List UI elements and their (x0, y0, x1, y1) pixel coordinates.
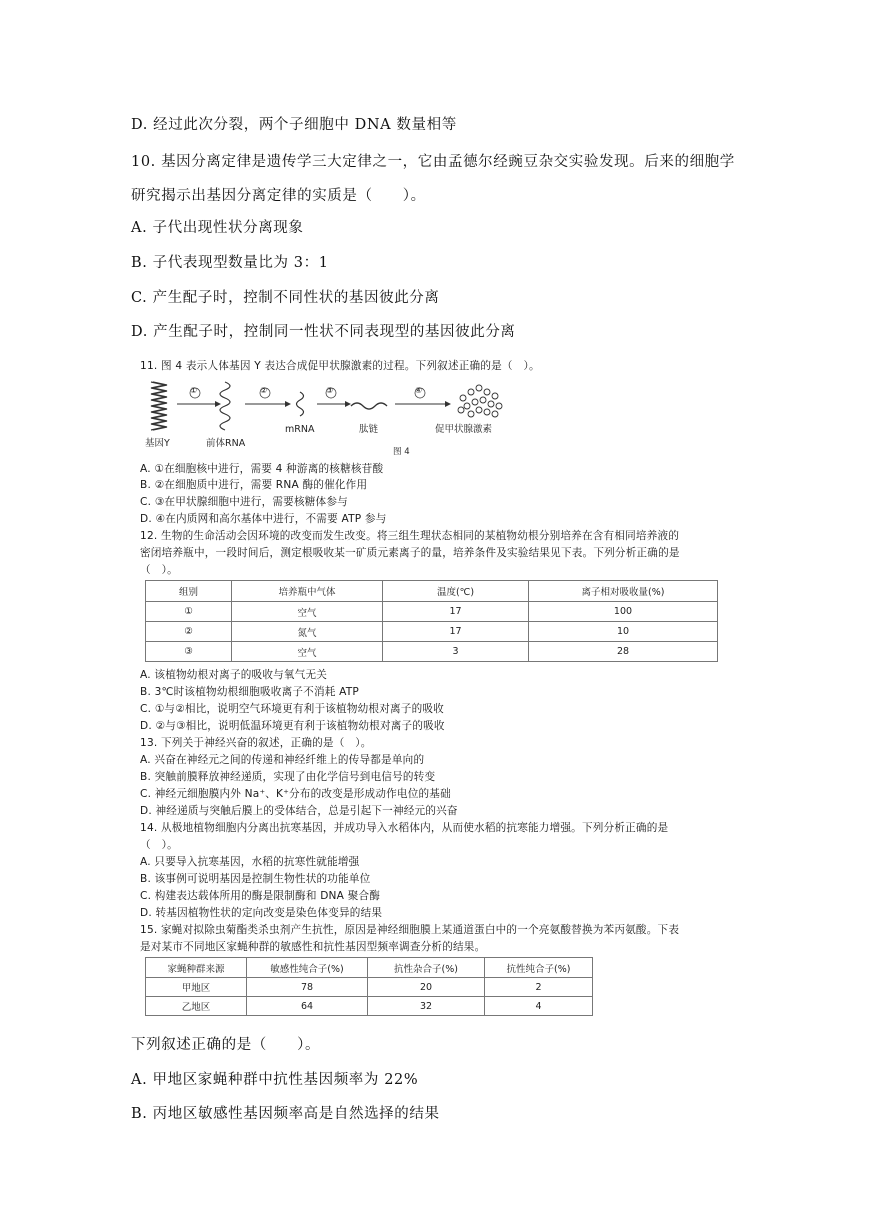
q11-option-b: B. ②在细胞质中进行，需要 RNA 酶的催化作用 (140, 479, 368, 491)
q13-option-c: C. 神经元细胞膜内外 Na⁺、K⁺分布的改变是形成动作电位的基础 (140, 788, 451, 800)
table-cell: 78 (247, 978, 368, 997)
pre-rna-shape (220, 382, 230, 430)
q10-option-d: D. 产生配子时，控制同一性状不同表现型的基因彼此分离 (131, 324, 516, 340)
table-row (146, 602, 718, 622)
q12-option-c: C. ①与②相比，说明空气环境更有利于该植物幼根对离子的吸收 (140, 703, 444, 715)
q10-option-a: A. 子代出现性状分离现象 (131, 220, 304, 236)
q12-option-b: B. 3℃时该植物幼根细胞吸收离子不消耗 ATP (140, 686, 359, 698)
q13-stem: 13. 下列关于神经兴奋的叙述，正确的是（ ）。 (140, 737, 372, 749)
q14-stem-line1: 14. 从极地植物细胞内分离出抗寒基因，并成功导入水稻体内，从而使水稻的抗寒能力增强。下列分析正确的是 (140, 822, 669, 834)
q12-table (145, 580, 718, 662)
q14-option-d: D. 转基因植物性状的定向改变是染色体变异的结果 (140, 907, 383, 919)
table-header: 敏感性纯合子(%) (247, 958, 368, 978)
table-cell: 3 (383, 642, 529, 662)
q9-option-d: D. 经过此次分裂，两个子细胞中 DNA 数量相等 (131, 117, 457, 133)
table-header: 组别 (146, 581, 232, 602)
q15-question: 下列叙述正确的是（ ）。 (131, 1037, 321, 1053)
q14-option-b: B. 该事例可说明基因是控制生物性状的功能单位 (140, 873, 371, 885)
q15-option-a: A. 甲地区家蝇种群中抗性基因频率为 22% (131, 1072, 419, 1088)
figure-caption: 图 4 (393, 447, 410, 457)
table-cell: 32 (368, 997, 485, 1016)
peptide-label: 肽链 (359, 424, 379, 435)
q12-option-a: A. 该植物幼根对离子的吸收与氧气无关 (140, 669, 328, 681)
table-cell: 空气 (232, 602, 383, 622)
q12-stem-line2: 密闭培养瓶中，一段时间后，测定根吸收某一矿质元素离子的量，培养条件及实验结果见下表。下列分析正确的是 (140, 547, 680, 559)
step-4-label: ④ (415, 386, 423, 395)
q15-stem-line1: 15. 家蝇对拟除虫菊酯类杀虫剂产生抗性，原因是神经细胞膜上某通道蛋白中的一个亮氨酸替换为苯丙氨酸。下表 (140, 924, 680, 936)
table-cell: 100 (529, 602, 718, 622)
table-cell: 17 (383, 622, 529, 642)
table-header: 家蝇种群来源 (146, 958, 247, 978)
q15-table (145, 957, 593, 1016)
q11-option-a: A. ①在细胞核中进行，需要 4 种游离的核糖核苷酸 (140, 463, 384, 475)
table-cell: 64 (247, 997, 368, 1016)
q12-stem-line3: （ ）。 (140, 564, 178, 576)
table-header: 培养瓶中气体 (232, 581, 383, 602)
step-2-label: ② (260, 386, 268, 395)
table-cell: 17 (383, 602, 529, 622)
gene-y-shape (151, 382, 167, 430)
gene-y-label: 基因Y (145, 438, 170, 449)
table-cell: ② (146, 622, 232, 642)
q11-option-d: D. ④在内质网和高尔基体中进行，不需要 ATP 参与 (140, 513, 387, 525)
table-cell: 10 (529, 622, 718, 642)
q10-stem-line2: 研究揭示出基因分离定律的实质是（ ）。 (131, 188, 426, 204)
table-header: 抗性杂合子(%) (368, 958, 485, 978)
mrna-label: mRNA (285, 424, 315, 435)
table-cell: ① (146, 602, 232, 622)
q14-option-a: A. 只要导入抗寒基因，水稻的抗寒性就能增强 (140, 856, 360, 868)
q15-option-b: B. 丙地区敏感性基因频率高是自然选择的结果 (131, 1106, 440, 1122)
table-cell: 4 (485, 997, 593, 1016)
q10-stem-line1: 10. 基因分离定律是遗传学三大定律之一，它由孟德尔经豌豆杂交实验发现。后来的细胞学 (131, 154, 735, 170)
table-cell: 空气 (232, 642, 383, 662)
q13-option-b: B. 突触前膜释放神经递质，实现了由化学信号到电信号的转变 (140, 771, 436, 783)
q13-option-d: D. 神经递质与突触后膜上的受体结合，总是引起下一神经元的兴奋 (140, 805, 458, 817)
table-cell: 28 (529, 642, 718, 662)
mrna-shape (297, 392, 304, 416)
q13-option-a: A. 兴奋在神经元之间的传递和神经纤维上的传导都是单向的 (140, 754, 425, 766)
pre-rna-label: 前体RNA (206, 438, 246, 449)
q10-option-c: C. 产生配子时，控制不同性状的基因彼此分离 (131, 290, 440, 306)
q15-stem-line2: 是对某市不同地区家蝇种群的敏感性和抗性基因型频率调查分析的结果。 (140, 941, 486, 953)
table-cell: 20 (368, 978, 485, 997)
gene-expression-figure (145, 376, 665, 458)
hormone-label: 促甲状腺激素 (435, 424, 493, 435)
table-header: 温度(℃) (383, 581, 529, 602)
q11-option-c: C. ③在甲状腺细胞中进行，需要核糖体参与 (140, 496, 348, 508)
table-cell: 氮气 (232, 622, 383, 642)
table-header: 抗性纯合子(%) (485, 958, 593, 978)
table-row (146, 642, 718, 662)
table-cell: 甲地区 (146, 978, 247, 997)
table-row (146, 622, 718, 642)
hormone-cluster (458, 385, 502, 417)
peptide-shape (351, 403, 387, 409)
table-cell: 2 (485, 978, 593, 997)
step-3-label: ③ (326, 386, 334, 395)
q12-stem-line1: 12. 生物的生命活动会因环境的改变而发生改变。将三组生理状态相同的某植物幼根分别培养在含有相同培养液的 (140, 530, 680, 542)
q14-stem-line2: （ ）。 (140, 839, 178, 851)
table-cell: ③ (146, 642, 232, 662)
table-row (146, 978, 593, 997)
table-cell: 乙地区 (146, 997, 247, 1016)
q11-stem: 11. 图 4 表示人体基因 Y 表达合成促甲状腺激素的过程。下列叙述正确的是（ ）。 (140, 360, 540, 372)
step-1-label: ① (190, 386, 198, 395)
q10-option-b: B. 子代表现型数量比为 3：1 (131, 255, 329, 271)
q14-option-c: C. 构建表达载体所用的酶是限制酶和 DNA 聚合酶 (140, 890, 381, 902)
table-header: 离子相对吸收量(%) (529, 581, 718, 602)
q12-option-d: D. ②与③相比，说明低温环境更有利于该植物幼根对离子的吸收 (140, 720, 445, 732)
table-row (146, 997, 593, 1016)
